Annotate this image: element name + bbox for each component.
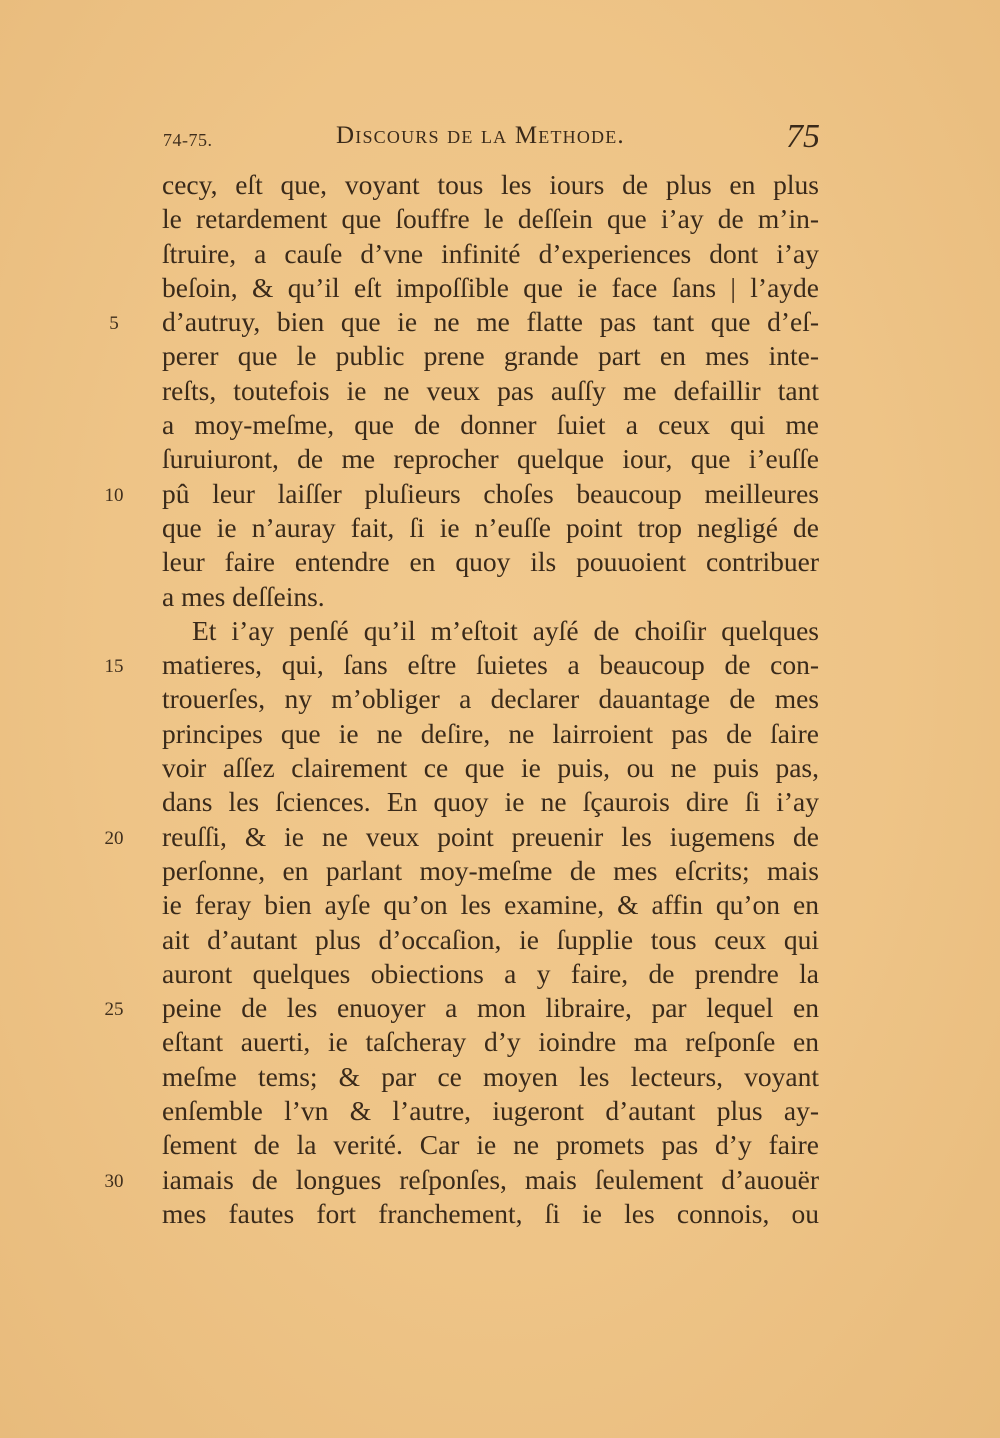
text-line (0, 168, 1000, 202)
text-line (0, 305, 1000, 339)
line-number: 30 (104, 1170, 124, 1192)
text-line (0, 374, 1000, 408)
line-text: beſoin, & qu’il eſt impoſſible que ie face ſans | l’ayde (162, 271, 819, 303)
line-text: ſuruiuront, de me reprocher quelque iour, que i’euſſe (162, 443, 819, 475)
line-text: perer que le public prene grande part en mes inte- (162, 340, 819, 372)
running-title: Discours de la Methode. (336, 122, 625, 149)
text-line (0, 923, 1000, 957)
text-line (0, 237, 1000, 271)
line-text: Et i’ay penſé qu’il m’eſtoit ayſé de choiſir quelques (192, 614, 819, 646)
line-text: iamais de longues reſponſes, mais ſeulement d’auouër (162, 1163, 819, 1195)
line-text: cecy, eſt que, voyant tous les iours de plus en plus (162, 169, 819, 200)
text-line (0, 202, 1000, 236)
line-text: que ie n’auray fait, ſi ie n’euſſe point trop negligé de (162, 511, 819, 543)
line-number: 10 (104, 484, 124, 506)
text-line (0, 1060, 1000, 1094)
text-line (0, 854, 1000, 888)
text-line (0, 1025, 1000, 1059)
text-line (0, 511, 1000, 545)
line-text: matieres, qui, ſans eſtre ſuietes a beaucoup de con- (162, 649, 819, 681)
line-text: reuſſi, & ie ne veux point preuenir les iugemens de (162, 820, 819, 852)
line-text: reſts, toutefois ie ne veux pas auſſy me defaillir tant (162, 374, 819, 406)
text-line (0, 820, 1000, 854)
line-text: ſtruire, a cauſe d’vne infinité d’experiences dont i’ay (162, 237, 819, 269)
line-text: d’autruy, bien que ie ne me flatte pas tant que d’eſ- (162, 306, 819, 338)
text-line (0, 1128, 1000, 1162)
line-number: 25 (104, 999, 124, 1021)
text-line (0, 1197, 1000, 1231)
line-text: principes que ie ne deſire, ne lairroient pas de ſaire (162, 717, 819, 749)
line-text: voir aſſez clairement ce que ie puis, ou ne puis pas, (162, 752, 819, 784)
text-line (0, 580, 1000, 614)
line-text: peine de les enuoyer a mon libraire, par lequel en (162, 992, 819, 1024)
text-line (0, 648, 1000, 682)
line-text: perſonne, en parlant moy-meſme de mes eſcrits; mais (162, 854, 819, 886)
text-line (0, 442, 1000, 476)
page-range: 74-75. (163, 130, 213, 150)
line-number: 5 (109, 313, 119, 335)
text-line (0, 888, 1000, 922)
text-line (0, 957, 1000, 991)
text-line (0, 271, 1000, 305)
text-line (0, 339, 1000, 373)
text-line (0, 717, 1000, 751)
line-number: 15 (104, 656, 124, 678)
line-text: a mes deſſeins. (162, 580, 325, 612)
text-line (0, 682, 1000, 716)
line-text: eſtant auerti, ie taſcheray d’y ioindre ma reſponſe en (162, 1026, 819, 1058)
line-text: enſemble l’vn & l’autre, iugeront d’autant plus ay- (162, 1095, 819, 1127)
line-text: leur faire entendre en quoy ils pouuoient contribuer (162, 546, 819, 578)
text-line (0, 408, 1000, 442)
line-text: meſme tems; & par ce moyen les lecteurs, voyant (162, 1060, 819, 1092)
body-text (0, 168, 1000, 1231)
text-line (0, 614, 1000, 648)
text-line (0, 477, 1000, 511)
text-line (0, 751, 1000, 785)
page-number: 75 (786, 118, 820, 155)
text-line (0, 991, 1000, 1025)
line-text: ſement de la verité. Car ie ne promets pas d’y faire (162, 1129, 819, 1161)
text-line (0, 785, 1000, 819)
text-line (0, 545, 1000, 579)
text-line (0, 1163, 1000, 1197)
line-text: dans les ſciences. En quoy ie ne ſçaurois dire ſi i’ay (162, 786, 819, 818)
line-text: auront quelques obiections a y faire, de prendre la (162, 957, 819, 989)
line-text: pû leur laiſſer pluſieurs choſes beaucoup meilleures (162, 477, 819, 509)
text-line (0, 1094, 1000, 1128)
line-text: ait d’autant plus d’occaſion, ie ſupplie tous ceux qui (162, 923, 819, 955)
running-header (0, 118, 1000, 158)
line-text: le retardement que ſouffre le deſſein que i’ay de m’in- (162, 203, 819, 235)
line-text: a moy-meſme, que de donner ſuiet a ceux qui me (162, 409, 819, 441)
line-number: 20 (104, 827, 124, 849)
line-text: trouerſes, ny m’obliger a declarer dauantage de mes (162, 683, 819, 715)
line-text: mes fautes fort franchement, ſi ie les connois, ou (162, 1197, 819, 1229)
line-text: ie feray bien ayſe qu’on les examine, & affin qu’on en (162, 889, 819, 921)
